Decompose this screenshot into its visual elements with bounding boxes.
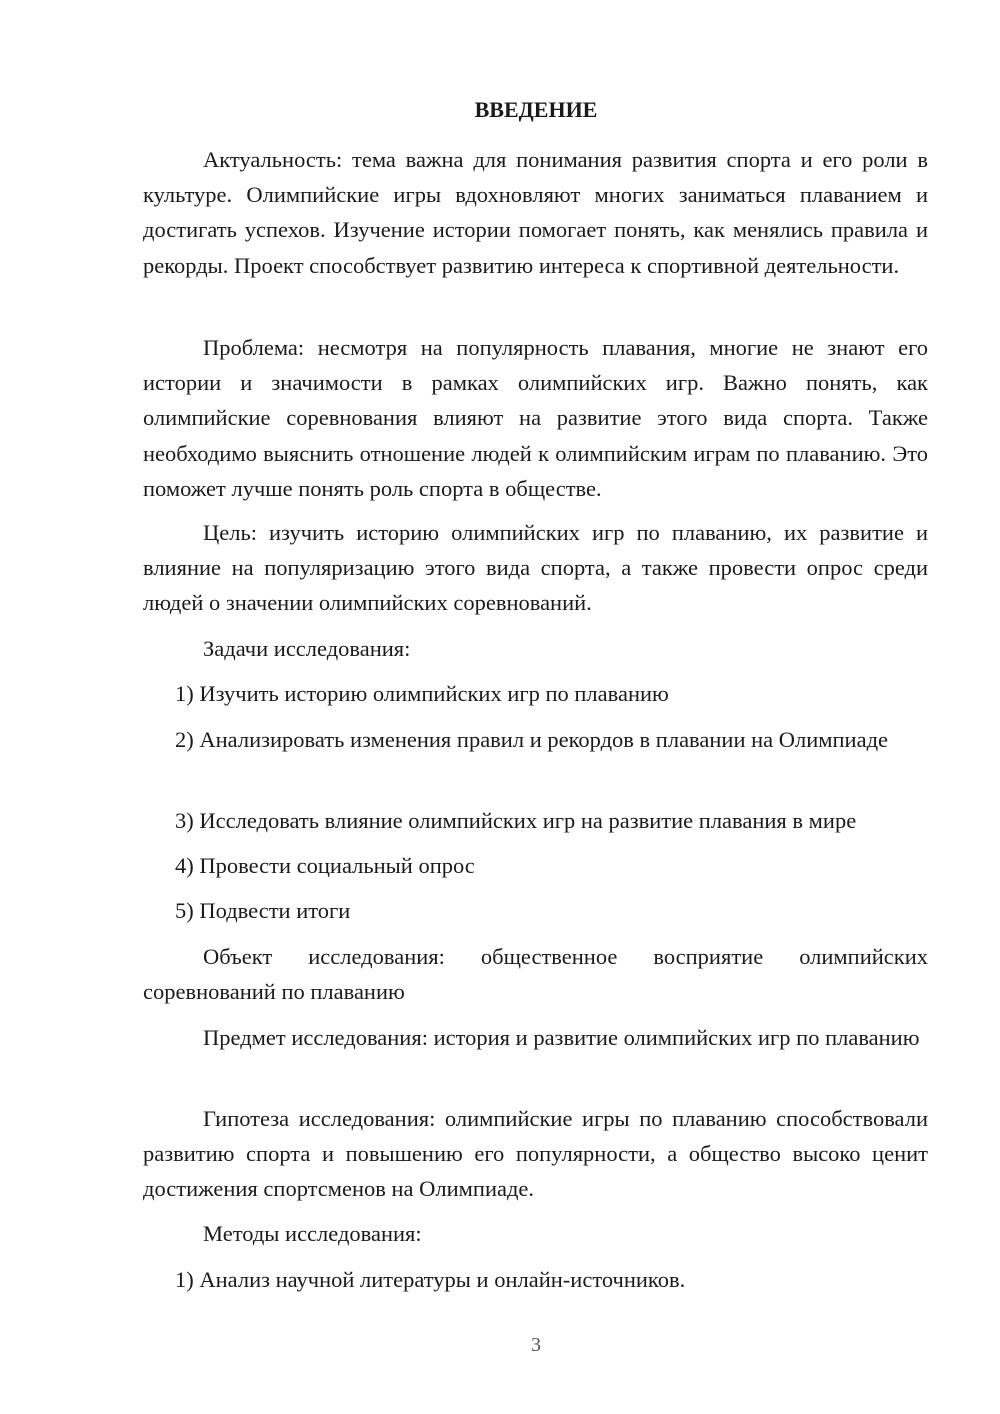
task-item: 1) Изучить историю олимпийских игр по плаванию [175, 681, 669, 706]
tasks-heading: Задачи исследования: [203, 636, 411, 661]
subject-paragraph: Предмет исследования: история и развитие олимпийских игр по плаванию [203, 1025, 920, 1050]
task-item: 3) Исследовать влияние олимпийских игр на развитие плавания в мире [175, 808, 857, 833]
relevance-paragraph: Актуальность: тема важна для понимания развития спорта и его роли в культуре. Олимпийские игры вдохновляют многих заниматься плаванием и достигать успехов. Изучение истории помогает понять, как менялись правила и рекорды. Проект способствует развитию интереса к спортивной деятельности. [143, 147, 928, 278]
task-item: 2) Анализировать изменения правил и рекордов в плавании на Олимпиаде [175, 727, 889, 752]
methods-heading: Методы исследования: [203, 1221, 422, 1246]
method-item: 1) Анализ научной литературы и онлайн-источников. [175, 1267, 686, 1292]
page-number: 3 [531, 1334, 541, 1356]
section-title: ВВЕДЕНИЕ [474, 97, 598, 122]
task-item: 4) Провести социальный опрос [175, 853, 475, 878]
object-paragraph: Объект исследования: общественное восприятие олимпийских соревнований по плаванию [143, 944, 928, 1005]
problem-paragraph: Проблема: несмотря на популярность плавания, многие не знают его истории и значимости в рамках олимпийских игр. Важно понять, как олимпийские соревнования влияют на развитие этого вида спорта. Также необходимо выяснить отношение людей к олимпийским играм по плаванию. Это поможет лучше понять роль спорта в обществе. [143, 335, 928, 501]
task-item: 5) Подвести итоги [175, 898, 351, 923]
goal-paragraph: Цель: изучить историю олимпийских игр по плаванию, их развитие и влияние на популяризацию этого вида спорта, а также провести опрос среди людей о значении олимпийских соревнований. [143, 520, 928, 616]
hypothesis-paragraph: Гипотеза исследования: олимпийские игры по плаванию способствовали развитию спорта и повышению его популярности, а общество высоко ценит достижения спортсменов на Олимпиаде. [143, 1106, 928, 1202]
